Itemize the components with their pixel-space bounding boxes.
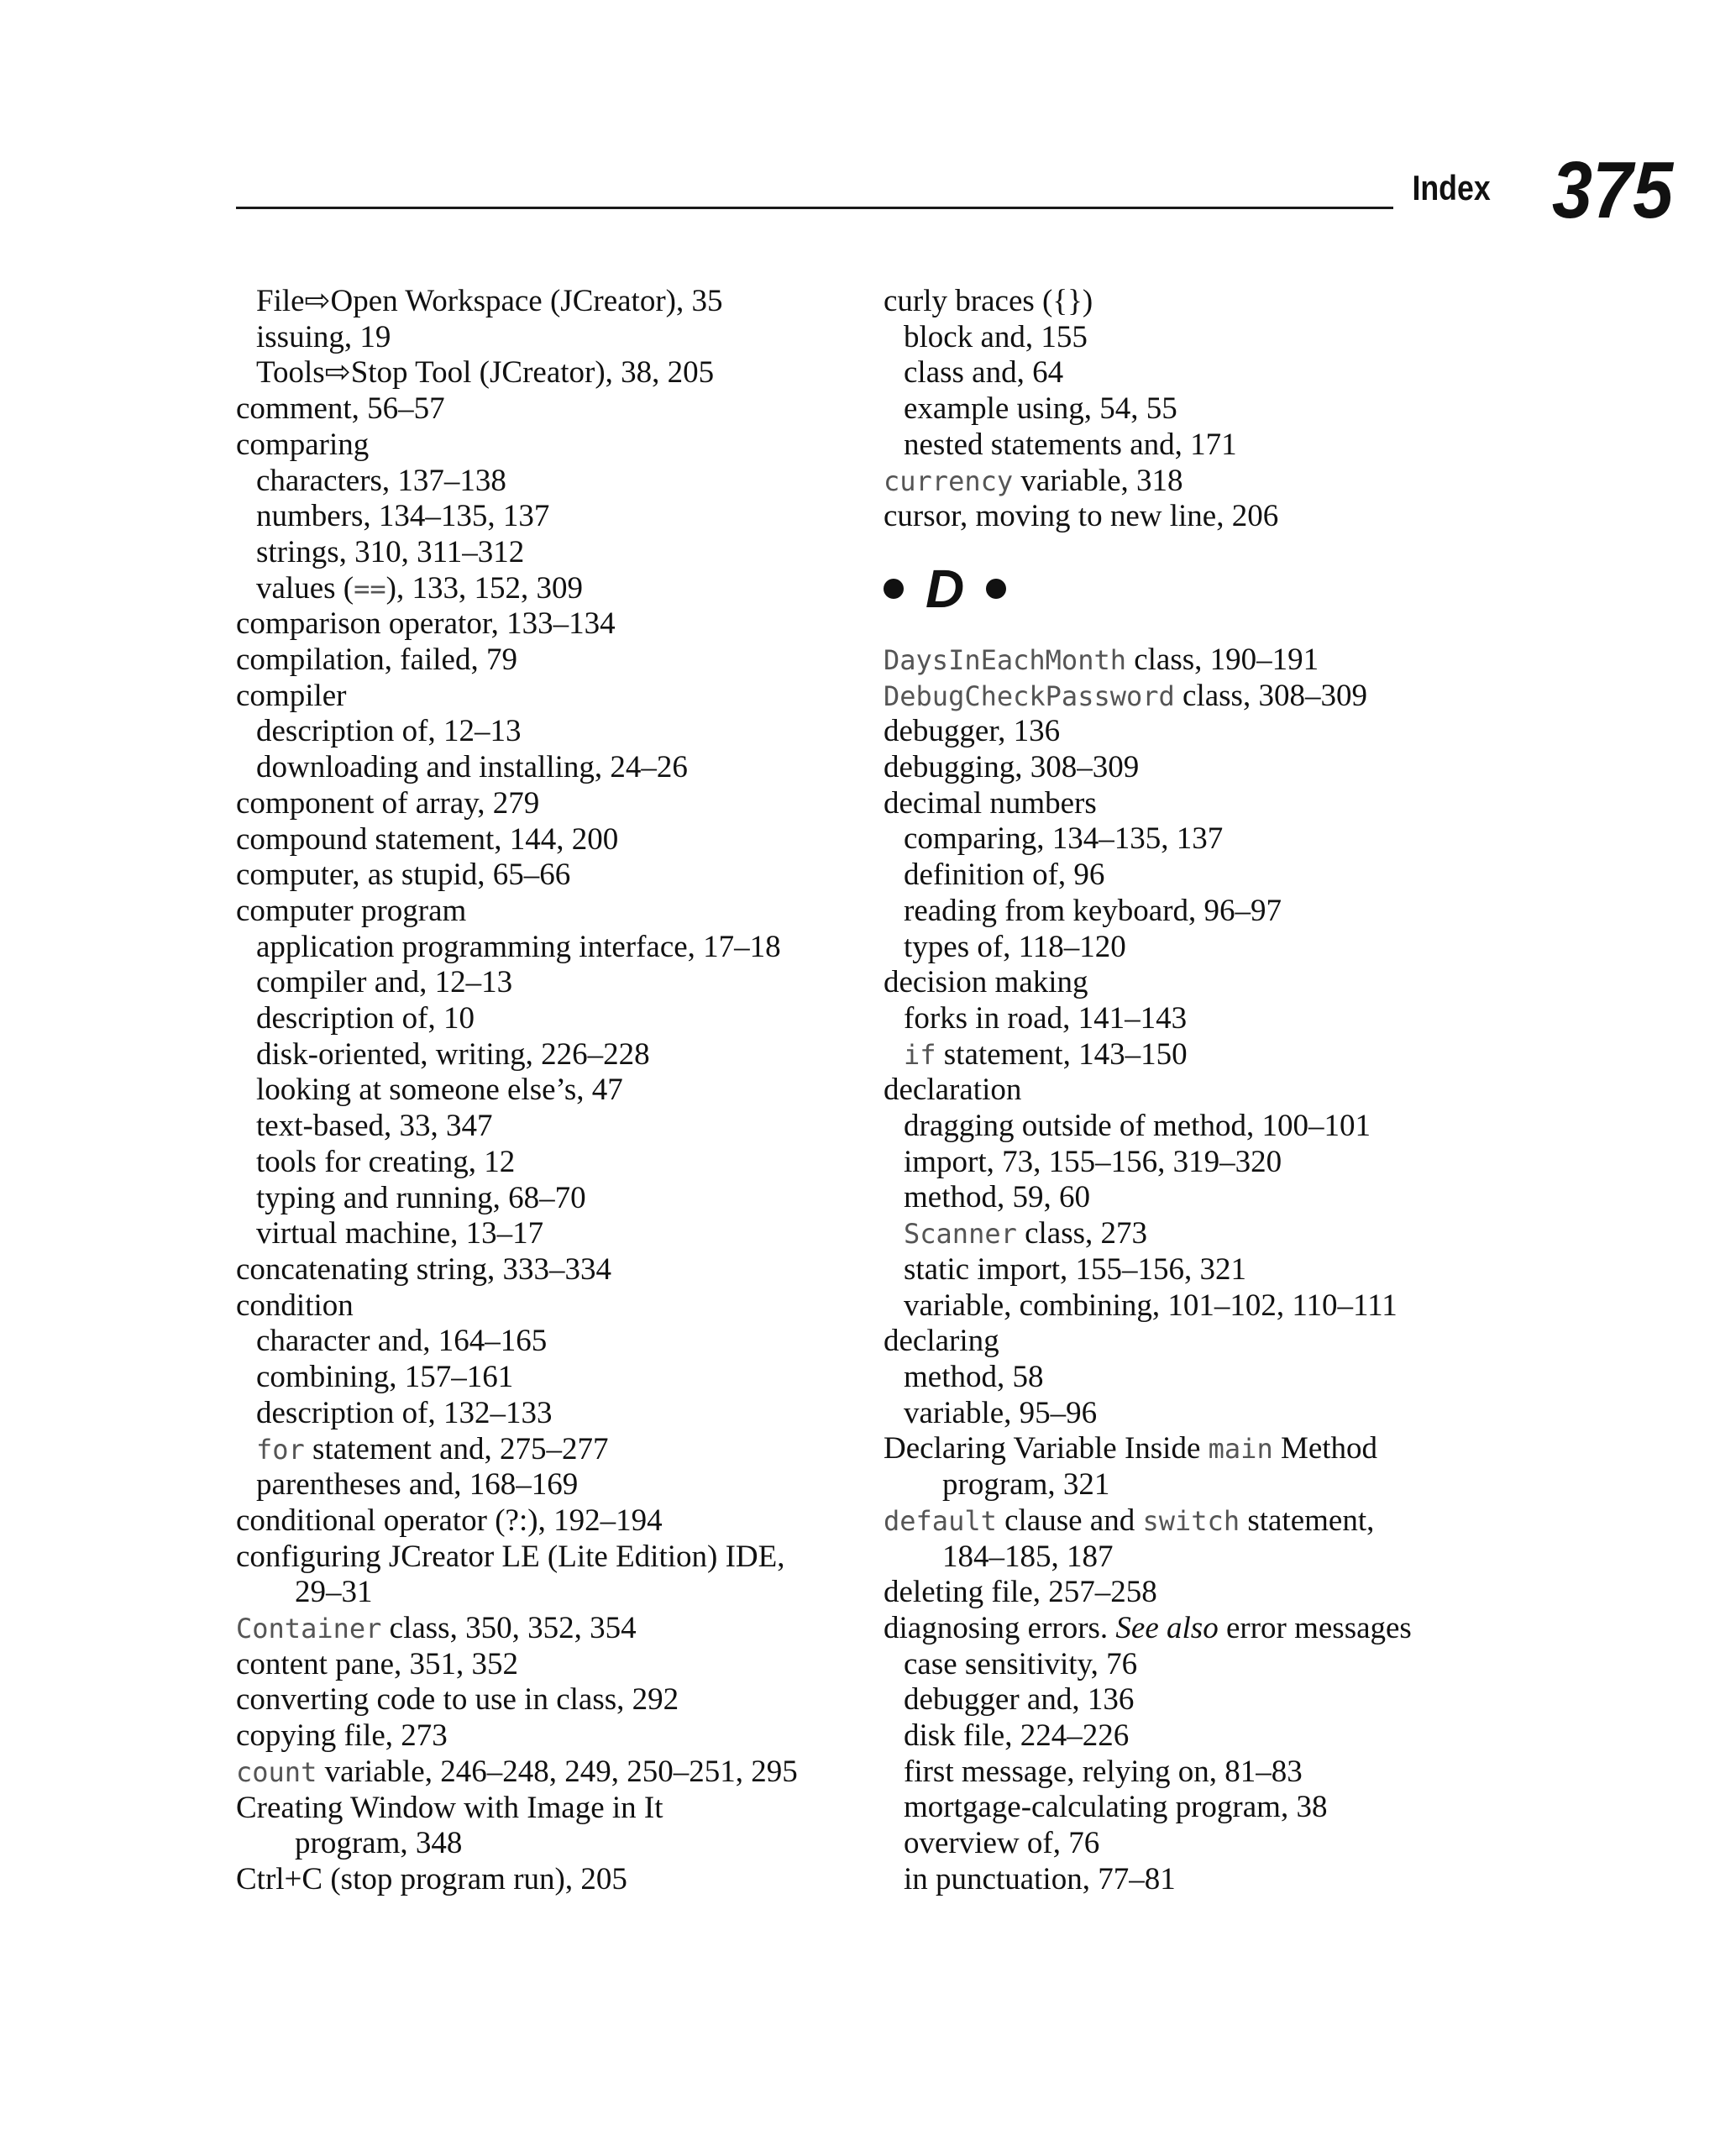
index-entry bbox=[884, 750, 1555, 786]
entry-text: computer program bbox=[236, 893, 467, 928]
index-entry bbox=[236, 1503, 857, 1540]
entry-text: error messages bbox=[1218, 1610, 1412, 1645]
entry-text: example using, 54, 55 bbox=[904, 391, 1177, 427]
code-term: switch bbox=[1142, 1504, 1240, 1537]
entry-text: 29–31 bbox=[295, 1575, 373, 1610]
entry-text: combining, 157–161 bbox=[256, 1360, 514, 1395]
entry-text: reading from keyboard, 96–97 bbox=[904, 893, 1282, 928]
entry-text: program, 321 bbox=[942, 1467, 1110, 1503]
entry-text: decision making bbox=[884, 965, 1088, 1000]
index-entry bbox=[236, 391, 857, 428]
letter-heading bbox=[884, 535, 1555, 643]
entry-text: virtual machine, 13–17 bbox=[256, 1216, 544, 1251]
index-subentry bbox=[884, 1360, 1555, 1396]
code-term: currency bbox=[884, 464, 1014, 497]
entry-text: condition bbox=[236, 1288, 354, 1323]
code-term: if bbox=[904, 1038, 936, 1071]
index-subentry bbox=[236, 1145, 857, 1181]
index-subentry bbox=[884, 1826, 1555, 1862]
index-subentry bbox=[884, 1109, 1555, 1145]
index-subentry bbox=[884, 1180, 1555, 1216]
entry-text: text-based, 33, 347 bbox=[256, 1109, 493, 1144]
index-subentry bbox=[884, 1145, 1555, 1181]
index-subentry bbox=[884, 1862, 1555, 1898]
index-subentry bbox=[236, 714, 857, 750]
entry-text: variable, combining, 101–102, 110–111 bbox=[904, 1288, 1398, 1323]
index-entry bbox=[884, 714, 1555, 750]
entry-text: character and, 164–165 bbox=[256, 1324, 548, 1359]
entry-text: disk file, 224–226 bbox=[904, 1718, 1130, 1754]
index-subentry bbox=[236, 571, 857, 607]
index-entry bbox=[236, 1647, 857, 1683]
entry-text: import, 73, 155–156, 319–320 bbox=[904, 1144, 1282, 1179]
index-subentry bbox=[884, 355, 1555, 391]
index-entry bbox=[236, 1682, 857, 1718]
entry-text: issuing, 19 bbox=[256, 319, 391, 354]
index-entry-continuation bbox=[236, 1575, 857, 1611]
page-number: 375 bbox=[1551, 145, 1673, 235]
index-entry bbox=[236, 822, 857, 858]
entry-text: configuring JCreator LE (Lite Edition) IDE, bbox=[236, 1539, 785, 1574]
entry-text: content pane, 351, 352 bbox=[236, 1646, 518, 1681]
index-subentry bbox=[884, 930, 1555, 966]
entry-text: looking at someone else’s, 47 bbox=[256, 1073, 623, 1108]
entry-text: ), 133, 152, 309 bbox=[385, 570, 583, 606]
entry-text: compiler bbox=[236, 678, 347, 713]
index-subentry bbox=[884, 1790, 1555, 1826]
entry-text: disk-oriented, writing, 226–228 bbox=[256, 1036, 650, 1072]
index-subentry bbox=[236, 1181, 857, 1217]
index-entry bbox=[236, 679, 857, 715]
index-subentry bbox=[236, 464, 857, 500]
entry-text: debugger, 136 bbox=[884, 714, 1061, 749]
entry-text: computer, as stupid, 65–66 bbox=[236, 858, 571, 893]
index-entry bbox=[884, 1611, 1555, 1647]
index-entry-continuation bbox=[884, 1467, 1555, 1503]
index-entry bbox=[236, 1755, 857, 1791]
index-subentry bbox=[236, 535, 857, 571]
index-subentry bbox=[236, 1324, 857, 1360]
letter-heading-text: D bbox=[926, 558, 965, 619]
entry-text: See also bbox=[1115, 1610, 1219, 1645]
index-subentry bbox=[884, 1001, 1555, 1037]
entry-text: decimal numbers bbox=[884, 785, 1097, 821]
entry-text: first message, relying on, 81–83 bbox=[904, 1754, 1303, 1789]
index-subentry bbox=[236, 1109, 857, 1145]
index-entry bbox=[884, 786, 1555, 822]
index-subentry bbox=[884, 428, 1555, 464]
index-entry bbox=[236, 428, 857, 464]
entry-text: converting code to use in class, 292 bbox=[236, 1682, 679, 1718]
entry-text: 184–185, 187 bbox=[942, 1539, 1114, 1574]
index-subentry bbox=[884, 1216, 1555, 1252]
entry-text: characters, 137–138 bbox=[256, 463, 506, 498]
index-subentry bbox=[236, 1073, 857, 1109]
index-entry bbox=[884, 1073, 1555, 1109]
index-entry bbox=[884, 1575, 1555, 1611]
entry-text: forks in road, 141–143 bbox=[904, 1000, 1188, 1036]
index-subentry bbox=[236, 284, 857, 320]
index-entry bbox=[236, 643, 857, 679]
index-entry bbox=[884, 1503, 1555, 1540]
code-term: DebugCheckPassword bbox=[884, 679, 1175, 712]
entry-text: comment, 56–57 bbox=[236, 391, 445, 427]
entry-text: comparison operator, 133–134 bbox=[236, 606, 616, 642]
entry-text: definition of, 96 bbox=[904, 858, 1105, 893]
entry-text: Method bbox=[1272, 1431, 1378, 1466]
code-term: default bbox=[884, 1504, 997, 1537]
index-subentry bbox=[236, 1360, 857, 1396]
index-subentry bbox=[884, 858, 1555, 894]
index-subentry bbox=[884, 1037, 1555, 1073]
index-subentry bbox=[236, 965, 857, 1001]
entry-text: description of, 132–133 bbox=[256, 1395, 553, 1430]
entry-text: class, 308–309 bbox=[1174, 678, 1367, 713]
entry-text: cursor, moving to new line, 206 bbox=[884, 499, 1279, 534]
entry-text: debugger and, 136 bbox=[904, 1682, 1135, 1718]
entry-text: method, 58 bbox=[904, 1359, 1044, 1394]
entry-text: File⇨Open Workspace (JCreator), 35 bbox=[256, 284, 723, 318]
code-term: Scanner bbox=[904, 1218, 1017, 1251]
index-column-left bbox=[236, 284, 857, 1898]
index-entry bbox=[236, 606, 857, 643]
index-entry bbox=[884, 1324, 1555, 1360]
entry-text: compiler and, 12–13 bbox=[256, 965, 513, 1000]
index-subentry bbox=[884, 1682, 1555, 1718]
index-entry bbox=[884, 284, 1555, 320]
index-subentry bbox=[236, 1396, 857, 1432]
entry-text: tools for creating, 12 bbox=[256, 1144, 516, 1179]
entry-text: diagnosing errors. bbox=[884, 1610, 1116, 1645]
index-entry bbox=[884, 679, 1555, 715]
index-subentry bbox=[884, 1252, 1555, 1288]
index-entry bbox=[884, 643, 1555, 679]
entry-text: comparing bbox=[236, 427, 370, 462]
entry-text: class, 190–191 bbox=[1125, 642, 1319, 677]
entry-text: nested statements and, 171 bbox=[904, 427, 1237, 462]
entry-text: Ctrl+C (stop program run), 205 bbox=[236, 1861, 627, 1896]
entry-text: downloading and installing, 24–26 bbox=[256, 750, 688, 785]
index-entry bbox=[236, 1791, 857, 1827]
index-subentry bbox=[236, 1432, 857, 1468]
entry-text: variable, 318 bbox=[1013, 463, 1183, 498]
index-subentry bbox=[884, 894, 1555, 930]
entry-text: debugging, 308–309 bbox=[884, 750, 1140, 785]
code-term: DaysInEachMonth bbox=[884, 643, 1126, 676]
index-entry bbox=[236, 858, 857, 894]
entry-text: description of, 10 bbox=[256, 1001, 475, 1036]
entry-text: conditional operator (?:), 192–194 bbox=[236, 1503, 663, 1538]
entry-text: component of array, 279 bbox=[236, 785, 540, 821]
index-subentry bbox=[236, 930, 857, 966]
index-subentry bbox=[236, 355, 857, 391]
entry-text: typing and running, 68–70 bbox=[256, 1180, 586, 1215]
entry-text: deleting file, 257–258 bbox=[884, 1575, 1157, 1610]
index-subentry bbox=[236, 499, 857, 535]
index-entry bbox=[236, 786, 857, 822]
index-subentry bbox=[236, 1037, 857, 1073]
code-term: for bbox=[256, 1433, 305, 1466]
index-subentry bbox=[236, 1467, 857, 1503]
entry-text: statement and, 275–277 bbox=[304, 1431, 609, 1466]
entry-text: clause and bbox=[996, 1503, 1143, 1538]
index-entry-continuation bbox=[884, 1540, 1555, 1576]
index-subentry bbox=[884, 391, 1555, 428]
entry-text: Declaring Variable Inside bbox=[884, 1431, 1209, 1466]
entry-text: case sensitivity, 76 bbox=[904, 1646, 1138, 1681]
entry-text: types of, 118–120 bbox=[904, 929, 1126, 964]
index-subentry bbox=[884, 1647, 1555, 1683]
entry-text: compound statement, 144, 200 bbox=[236, 821, 619, 857]
entry-text: application programming interface, 17–18 bbox=[256, 929, 781, 964]
bullet-dot-icon bbox=[986, 579, 1006, 599]
entry-text: numbers, 134–135, 137 bbox=[256, 499, 550, 534]
index-entry bbox=[236, 1718, 857, 1755]
index-entry bbox=[236, 1288, 857, 1325]
entry-text: in punctuation, 77–81 bbox=[904, 1861, 1176, 1896]
index-entry bbox=[884, 499, 1555, 535]
index-subentry bbox=[236, 1001, 857, 1037]
entry-text: declaration bbox=[884, 1073, 1022, 1108]
index-entries-c-continued bbox=[884, 284, 1555, 535]
header-rule bbox=[236, 207, 1393, 209]
index-entry bbox=[236, 1540, 857, 1576]
index-subentry bbox=[236, 750, 857, 786]
index-entry bbox=[884, 1431, 1555, 1467]
entry-text: variable, 95–96 bbox=[904, 1395, 1098, 1430]
entry-text: strings, 310, 311–312 bbox=[256, 534, 525, 569]
entry-text: description of, 12–13 bbox=[256, 714, 522, 749]
entry-text: compilation, failed, 79 bbox=[236, 643, 517, 678]
code-term: main bbox=[1208, 1433, 1273, 1466]
index-entries-d bbox=[884, 643, 1555, 1898]
entry-text: mortgage-calculating program, 38 bbox=[904, 1790, 1328, 1825]
running-head-section: Index bbox=[1412, 168, 1491, 207]
index-subentry bbox=[884, 821, 1555, 858]
index-subentry bbox=[884, 1396, 1555, 1432]
entry-text: curly braces ({}) bbox=[884, 284, 1093, 318]
bullet-dot-icon bbox=[884, 579, 904, 599]
entry-text: declaring bbox=[884, 1324, 999, 1359]
entry-text: class, 273 bbox=[1016, 1216, 1148, 1251]
entry-text: block and, 155 bbox=[904, 319, 1088, 354]
entry-text: parentheses and, 168–169 bbox=[256, 1467, 579, 1503]
entry-text: variable, 246–248, 249, 250–251, 295 bbox=[317, 1754, 798, 1789]
index-entry bbox=[236, 1862, 857, 1898]
index-entry bbox=[236, 894, 857, 930]
entry-text: statement, 143–150 bbox=[936, 1036, 1188, 1072]
code-term: Container bbox=[236, 1613, 382, 1645]
index-subentry bbox=[884, 1718, 1555, 1755]
index-subentry bbox=[884, 1755, 1555, 1791]
entry-text: class, 350, 352, 354 bbox=[381, 1611, 637, 1646]
entry-text: method, 59, 60 bbox=[904, 1180, 1090, 1215]
index-column-right bbox=[884, 284, 1555, 1898]
code-term: count bbox=[236, 1755, 317, 1788]
entry-text: Tools⇨Stop Tool (JCreator), 38, 205 bbox=[256, 355, 715, 391]
index-subentry bbox=[236, 1216, 857, 1252]
index-entry bbox=[236, 1611, 857, 1647]
index-entry bbox=[884, 464, 1555, 500]
entry-text: comparing, 134–135, 137 bbox=[904, 821, 1224, 857]
index-entry bbox=[884, 965, 1555, 1001]
entry-text: Creating Window with Image in It bbox=[236, 1790, 663, 1825]
entry-text: statement, bbox=[1240, 1503, 1375, 1538]
entry-text: class and, 64 bbox=[904, 355, 1064, 391]
entry-text: dragging outside of method, 100–101 bbox=[904, 1109, 1371, 1144]
index-subentry bbox=[236, 320, 857, 356]
entry-text: static import, 155–156, 321 bbox=[904, 1251, 1246, 1287]
index-entry bbox=[236, 1252, 857, 1288]
entry-text: copying file, 273 bbox=[236, 1718, 448, 1754]
index-subentry bbox=[884, 1288, 1555, 1325]
index-entry-continuation bbox=[236, 1826, 857, 1862]
entry-text: overview of, 76 bbox=[904, 1826, 1100, 1861]
code-term: == bbox=[354, 572, 386, 605]
entry-text: program, 348 bbox=[295, 1826, 463, 1861]
entry-text: values ( bbox=[256, 570, 354, 606]
entry-text: concatenating string, 333–334 bbox=[236, 1251, 611, 1287]
index-subentry bbox=[884, 320, 1555, 356]
